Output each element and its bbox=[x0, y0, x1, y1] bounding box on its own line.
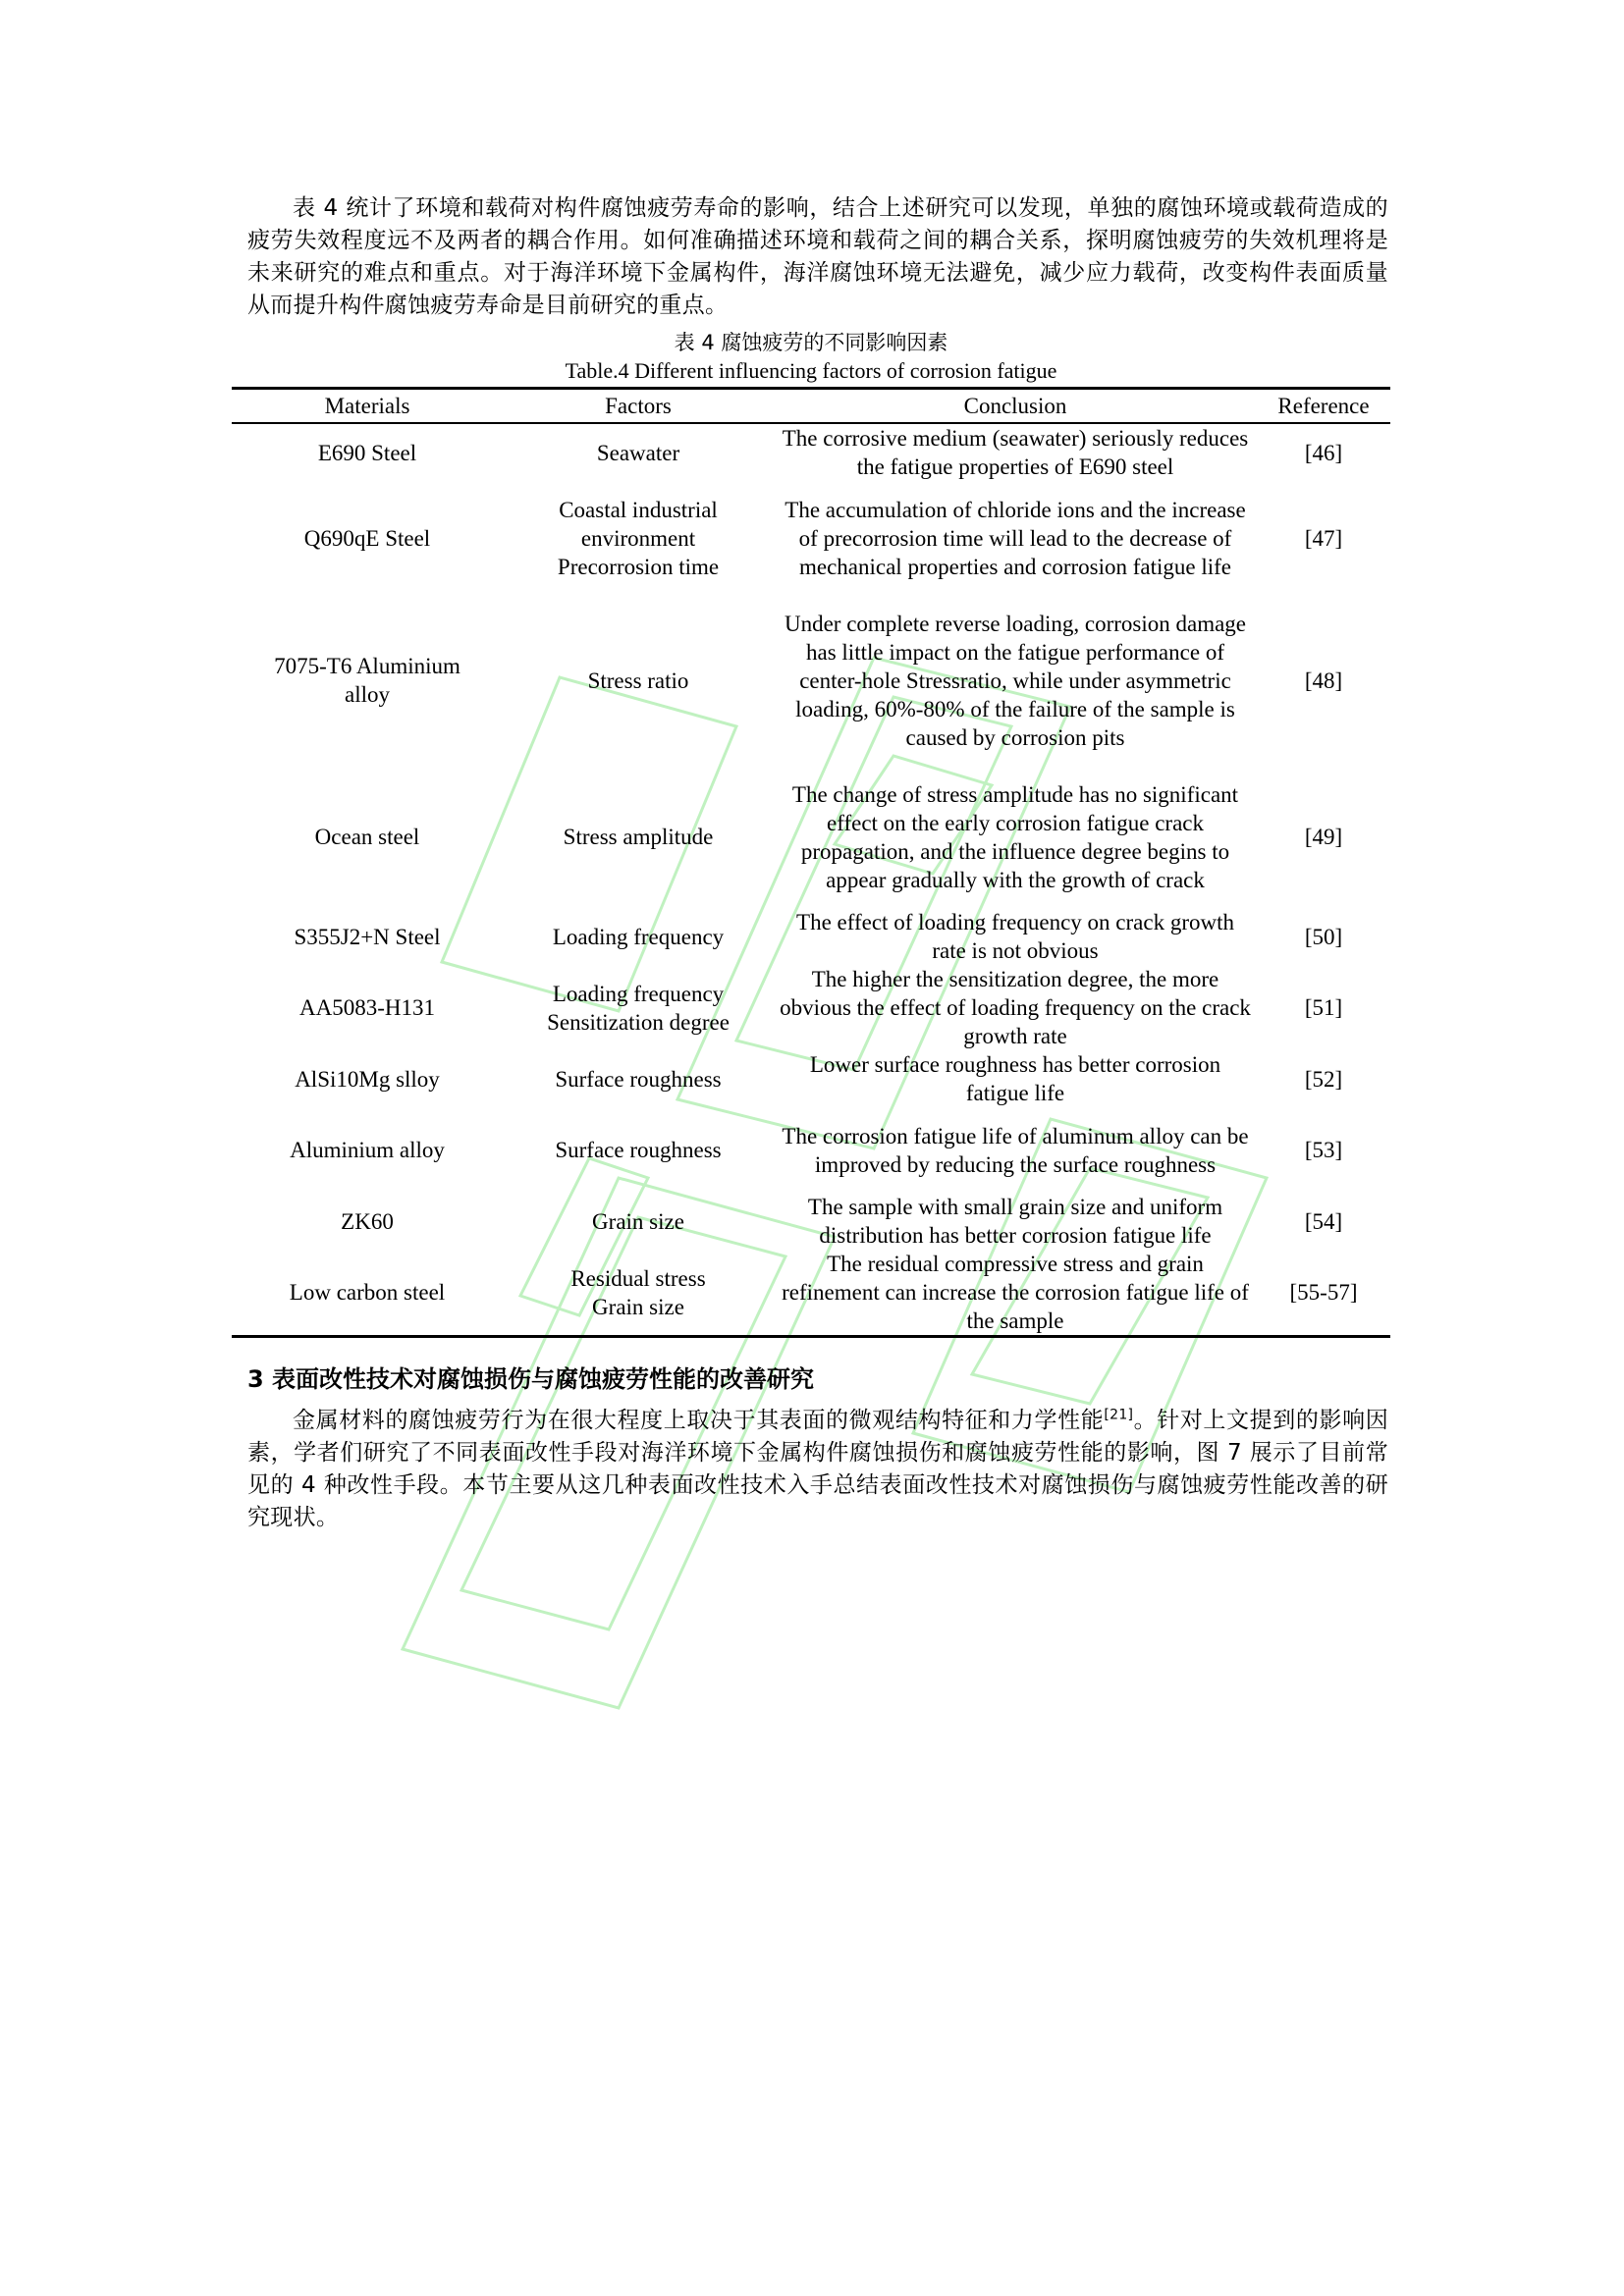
header-materials: Materials bbox=[232, 389, 503, 424]
cell-factors bbox=[503, 1107, 774, 1193]
cell-material-line: Ocean steel bbox=[314, 825, 420, 849]
cell-reference: [48] bbox=[1304, 667, 1343, 693]
cell-factors bbox=[503, 1193, 774, 1250]
cell-conclusion: The residual compressive stress and grain refinement can increase the corrosion fatigue life of the sample bbox=[774, 1250, 1257, 1337]
cell-conclusion: The sample with small grain size and uniform distribution has better corrosion fatigue life bbox=[807, 1195, 1223, 1248]
cell-factors-line: environment bbox=[580, 525, 696, 551]
table-row bbox=[232, 965, 1390, 1050]
cell-material-line: ZK60 bbox=[341, 1208, 394, 1234]
cell-conclusion: The corrosive medium (seawater) seriously reduces the fatigue properties of E690 steel bbox=[782, 426, 1249, 479]
cell-reference: [47] bbox=[1304, 525, 1343, 551]
cell-factors-line: Loading frequency bbox=[552, 924, 725, 949]
cell-material bbox=[232, 423, 503, 481]
cell-material-line: 7075-T6 Aluminium bbox=[274, 654, 460, 678]
cell-reference: [51] bbox=[1304, 995, 1343, 1020]
section-heading: 3 表面改性技术对腐蚀损伤与腐蚀疲劳性能的改善研究 bbox=[247, 1365, 815, 1393]
cell-conclusion: The change of stress amplitude has no significant effect on the early corrosion fatigue crack propagation, and the influence degree begins to appear gradually with the growth of crack bbox=[791, 781, 1239, 892]
intro-paragraph: 表 4 统计了环境和载荷对构件腐蚀疲劳寿命的影响，结合上述研究可以发现，单独的腐蚀环境或载荷造成的疲劳失效程度远不及两者的耦合作用。如何准确描述环境和载荷之间的耦合关系，探明腐蚀疲劳的失效机理将是未来研究的难点和重点。对于海洋环境下金属构件，海洋腐蚀环境无法避免，减少应力载荷，改变构件表面质量从而提升构件腐蚀疲劳寿命是目前研究的重点。 bbox=[247, 195, 1388, 318]
cell-material bbox=[232, 595, 503, 766]
cell-reference: [54] bbox=[1304, 1208, 1343, 1234]
header-reference: Reference bbox=[1257, 389, 1390, 424]
table-row bbox=[232, 1193, 1390, 1250]
section-paragraph bbox=[247, 1405, 1388, 1534]
cell-factors bbox=[503, 766, 774, 908]
cell-conclusion: The corrosion fatigue life of aluminum alloy can be improved by reducing the surface roughness bbox=[782, 1123, 1249, 1177]
cell-reference: [55-57] bbox=[1257, 1250, 1390, 1337]
cell-factors-line: Coastal industrial bbox=[559, 497, 718, 522]
cell-reference: [52] bbox=[1304, 1066, 1343, 1092]
paragraph-text-before-ref: 金属材料的腐蚀疲劳行为在很大程度上取决于其表面的微观结构特征和力学性能 bbox=[293, 1408, 1105, 1433]
cell-factors-line: Surface roughness bbox=[555, 1138, 722, 1162]
cell-factors bbox=[503, 423, 774, 481]
cell-material-line: Q690qE Steel bbox=[303, 525, 431, 551]
cell-material bbox=[232, 766, 503, 908]
cell-factors bbox=[503, 965, 774, 1050]
cell-material bbox=[232, 965, 503, 1050]
factors-table bbox=[232, 387, 1390, 1338]
cell-material-line: E690 Steel bbox=[317, 440, 417, 465]
table-row bbox=[232, 423, 1390, 481]
header-conclusion: Conclusion bbox=[774, 389, 1257, 424]
table-row bbox=[232, 766, 1390, 908]
cell-material bbox=[232, 481, 503, 595]
cell-material bbox=[232, 908, 503, 965]
table-caption-cn: 表 4 腐蚀疲劳的不同影响因素 bbox=[674, 331, 948, 354]
cell-factors-line: Precorrosion time bbox=[557, 554, 720, 579]
cell-factors-line: Sensitization degree bbox=[547, 1009, 730, 1035]
cell-factors-line: Seawater bbox=[596, 440, 680, 465]
cell-material-line: Low carbon steel bbox=[289, 1280, 446, 1305]
cell-factors-line: Grain size bbox=[592, 1294, 684, 1319]
citation-ref: [21] bbox=[1104, 1407, 1134, 1423]
cell-conclusion: The accumulation of chloride ions and the increase of precorrosion time will lead to the decrease of mechanical properties and corrosion fatigue life bbox=[785, 497, 1246, 579]
table-header-row bbox=[232, 389, 1390, 424]
cell-factors-line: Residual stress bbox=[570, 1265, 706, 1291]
cell-material bbox=[232, 1193, 503, 1250]
cell-material bbox=[232, 1107, 503, 1193]
cell-factors-line: Stress amplitude bbox=[563, 825, 714, 849]
cell-factors bbox=[503, 1050, 774, 1107]
cell-conclusion: Lower surface roughness has better corrosion fatigue life bbox=[809, 1052, 1221, 1105]
cell-factors-line: Surface roughness bbox=[555, 1066, 722, 1092]
header-factors: Factors bbox=[503, 389, 774, 424]
cell-factors-line: Grain size bbox=[592, 1208, 684, 1234]
table-row bbox=[232, 1050, 1390, 1107]
cell-conclusion: The effect of loading frequency on crack growth rate is not obvious bbox=[796, 910, 1234, 963]
cell-factors-line: Stress ratio bbox=[587, 667, 689, 693]
cell-factors-line: Loading frequency bbox=[552, 981, 725, 1006]
cell-factors bbox=[503, 908, 774, 965]
paragraph-text-after-ref: 。针对上文提到的影响因素，学者们研究了不同表面改性手段对海洋环境下金属构件腐蚀损伤和腐蚀疲劳性能的影响，图 7 展示了目前常见的 4 种改性手段。本节主要从这几种表面改性技术入手总结表面改性技术对腐蚀损伤与腐蚀疲劳性能改善的研究现状。 bbox=[247, 1408, 1389, 1530]
table-row bbox=[232, 1250, 1390, 1337]
cell-conclusion: Under complete reverse loading, corrosion damage has little impact on the fatigue performance of center-hole Stressratio, while under asymmetric loading, 60%-80% of the failure of the sample is caused by corrosion pits bbox=[784, 611, 1247, 750]
table-row bbox=[232, 481, 1390, 595]
cell-factors bbox=[503, 1250, 774, 1337]
table-row bbox=[232, 908, 1390, 965]
cell-reference: [53] bbox=[1304, 1138, 1343, 1162]
cell-reference: [49] bbox=[1304, 825, 1343, 849]
table-row bbox=[232, 1107, 1390, 1193]
cell-reference: [50] bbox=[1304, 924, 1343, 949]
cell-factors bbox=[503, 481, 774, 595]
cell-reference: [46] bbox=[1304, 440, 1343, 465]
cell-conclusion: The higher the sensitization degree, the more obvious the effect of loading frequency on the crack growth rate bbox=[780, 967, 1251, 1048]
cell-material-line: alloy bbox=[345, 682, 390, 707]
cell-material-line: AA5083-H131 bbox=[299, 995, 435, 1020]
cell-material bbox=[232, 1050, 503, 1107]
table-row bbox=[232, 595, 1390, 766]
cell-material-line: AlSi10Mg slloy bbox=[295, 1066, 440, 1092]
cell-material-line: S355J2+N Steel bbox=[294, 924, 441, 949]
cell-material bbox=[232, 1250, 503, 1337]
cell-factors bbox=[503, 595, 774, 766]
cell-material-line: Aluminium alloy bbox=[290, 1138, 445, 1162]
table-caption-en: Table.4 Different influencing factors of corrosion fatigue bbox=[565, 358, 1057, 383]
